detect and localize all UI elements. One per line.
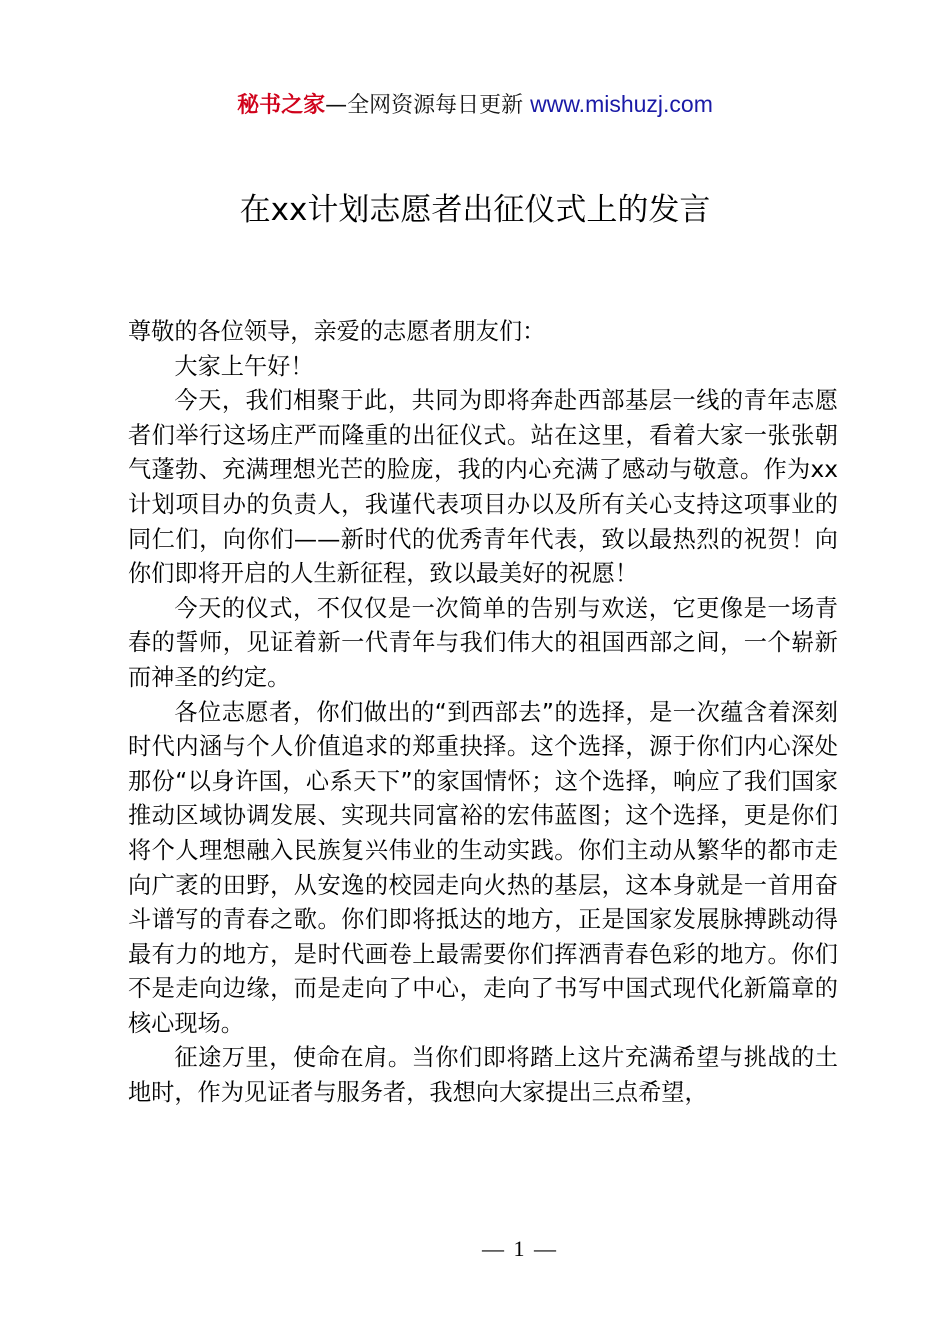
site-header — [0, 88, 950, 122]
document-title: 在xx计划志愿者出征仪式上的发言 — [239, 192, 711, 228]
page-number: — 1 — — [482, 1236, 558, 1261]
site-tagline: —全网资源每日更新 — [325, 93, 524, 118]
greeting: 大家上午好！ — [174, 352, 314, 380]
site-brand: 秘书之家 — [237, 93, 326, 118]
body-paragraph: 各位志愿者，你们做出的“到西部去”的选择，是一次蕴含着深刻时代内涵与个人价值追求的郑重抉择。这个选择，源于你们内心深处那份“以身许国，心系天下”的家国情怀；这个选择，响应了我们国家推动区域协调发展、实现共同富裕的宏伟蓝图；这个选择，更是你们将个人理想融入民族复兴伟业的生动实践。你们主动从繁华的都市走向广袤的田野，从安逸的校园走向火热的基层，这本身就是一首用奋斗谱写的青春之歌。你们即将抵达的地方，正是国家发展脉搏跳动得最有力的地方，是时代画卷上最需要你们挥洒青春色彩的地方。你们不是走向边缘，而是走向了中心，走向了书写中国式现代化新篇章的核心现场。 — [128, 698, 838, 1037]
document-body — [128, 315, 838, 1111]
salutation: 尊敬的各位领导，亲爱的志愿者朋友们： — [128, 318, 546, 345]
body-paragraph: 今天的仪式，不仅仅是一次简单的告别与欢送，它更像是一场青春的誓师，见证着新一代青年与我们伟大的祖国西部之间，一个崭新而神圣的约定。 — [128, 594, 838, 691]
site-url-link[interactable]: www.mishuzj.com — [530, 91, 713, 117]
body-paragraph: 征途万里，使命在肩。当你们即将踏上这片充满希望与挑战的土地时，作为见证者与服务者，我想向大家提出三点希望， — [128, 1044, 838, 1107]
body-paragraph: 今天，我们相聚于此，共同为即将奔赴西部基层一线的青年志愿者们举行这场庄严而隆重的出征仪式。站在这里，看着大家一张张朝气蓬勃、充满理想光芒的脸庞，我的内心充满了感动与敬意。作为xx计划项目办的负责人，我谨代表项目办以及所有关心支持这项事业的同仁们，向你们——新时代的优秀青年代表，致以最热烈的祝贺！向你们即将开启的人生新征程，致以最美好的祝愿！ — [128, 387, 838, 588]
